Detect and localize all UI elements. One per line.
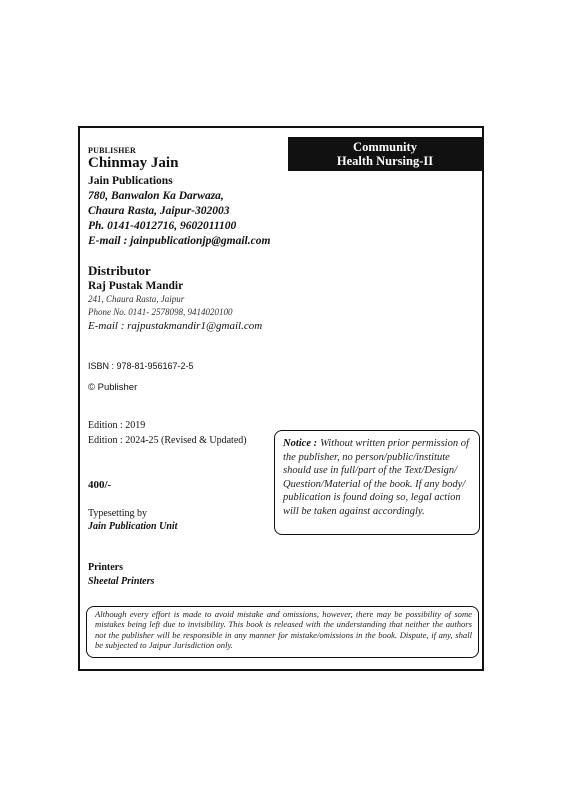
book-title-line1: Community: [353, 140, 417, 154]
copyright: © Publisher: [88, 382, 138, 393]
printers-label: Printers: [88, 562, 123, 573]
notice-text: Without written prior permission of the publisher, no person/public/institute should use in full/part of the Text/Design/ Question/Material of the book. If any body/ publication is found doing so, legal action will be taken against accordingly.: [283, 438, 469, 517]
disclaimer-text: Although every effort is made to avoid mistake and omissions, however, there may be possibility of some mistakes being left due to invisibility. This book is released with the understanding that neither the authors not the publisher will be responsible in any manner for mistake/omissions in the book. Dispute, if any, shall be subjected to Jaipur Jurisdiction only.: [95, 609, 472, 651]
publisher-company: Jain Publications: [88, 175, 173, 187]
book-title-line2: Health Nursing-II: [336, 154, 434, 168]
edition-current: Edition : 2024-25 (Revised & Updated): [88, 435, 247, 446]
publisher-phone: Ph. 0141-4012716, 9602011100: [88, 220, 237, 232]
edition-first: Edition : 2019: [88, 420, 146, 431]
distributor-address: 241, Chaura Rasta, Jaipur: [88, 294, 185, 304]
publisher-name: Chinmay Jain: [88, 155, 179, 171]
distributor-email: E-mail : rajpustakmandir1@gmail.com: [88, 320, 263, 332]
typesetting-label: Typesetting by: [88, 508, 148, 519]
typesetting-name: Jain Publication Unit: [88, 521, 178, 532]
notice-box: [274, 430, 480, 535]
publisher-label: PUBLISHER: [88, 146, 137, 155]
notice-label: Notice :: [283, 438, 318, 449]
printers-name: Sheetal Printers: [88, 576, 155, 587]
book-title-box: [288, 137, 482, 171]
publisher-address-line2: Chaura Rasta, Jaipur-302003: [88, 205, 230, 217]
publisher-address-line1: 780, Banwalon Ka Darwaza,: [88, 190, 224, 202]
isbn: ISBN : 978-81-956167-2-5: [88, 361, 194, 371]
distributor-label: Distributor: [88, 263, 151, 278]
disclaimer-box: [86, 606, 479, 658]
price: 400/-: [88, 479, 112, 491]
publisher-email: E-mail : jainpublicationjp@gmail.com: [88, 235, 271, 247]
distributor-name: Raj Pustak Mandir: [88, 280, 184, 292]
distributor-phone: Phone No. 0141- 2578098, 9414020100: [88, 307, 233, 317]
